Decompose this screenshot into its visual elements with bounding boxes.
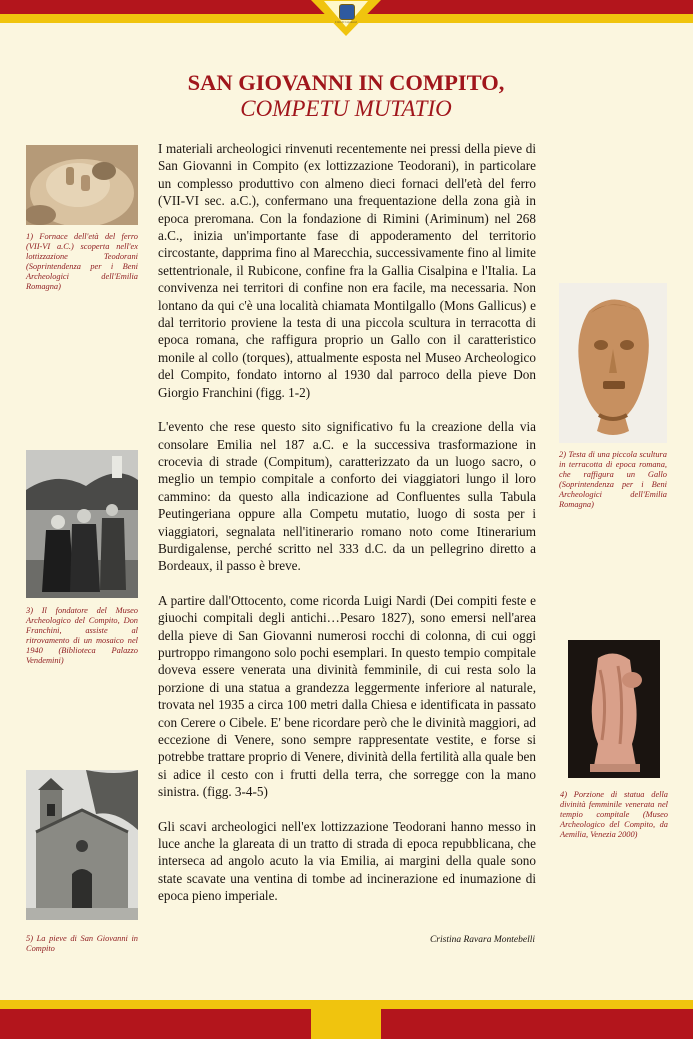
- article-body: [158, 140, 536, 922]
- paragraph: I materiali archeologici rinvenuti recentemente nei pressi della pieve di San Giovanni in Compito (ex lottizzazione Teodorani), in particolare un complesso produttivo con almeno dieci fornaci dell'età del ferro (VII-VI sec. a.C.), confermano una frequentazione della zona già in epoca preromana. Con la fondazione di Rimini (Ariminum) nel 268 a.C., inizia un'importante fase di appoderamento del territorio circostante, dapprima fino al Marecchia, successivamente fino al limite settentrionale, il Rubicone, confine fra la Gallia Cisalpina e l'Italia. La convivenza nei territori di confine non era facile, ma necessaria. Non lontano da qui c'è una località chiamata Montilgallo (Mons Gallicus) e dal territorio proviene la testa di una piccola scultura in terracotta di epoca romana, che raffigura proprio un Gallo con il caratteristico monile al collo (torques), attualmente esposta nel Museo Archeologico del Compito, fondato intorno al 1930 dal parroco della pieve Don Giorgio Franchini (figg. 1-2): [158, 141, 536, 400]
- fig5-caption: 5) La pieve di San Giovanni in Compito: [26, 934, 138, 953]
- fig3-caption: 3) Il fondatore del Museo Archeologico del Compito, Don Franchini, assiste al ritrovamento di un mosaico nel 1940 (Biblioteca Palazzo Vendemini): [26, 606, 138, 665]
- fig2-terracotta-head-photo: [559, 283, 667, 443]
- fig3-historic-photo: [26, 450, 138, 598]
- fig4-statue-photo: [568, 640, 660, 778]
- bottom-yellow-gap: [311, 1009, 381, 1039]
- fig4-caption: 4) Porzione di statua della divinità femminile venerata nel tempio compitale (Museo Archeologico del Compito, da Aemilia, Venezia 2000): [560, 790, 668, 839]
- emblem-caption: Città di Capannori: [334, 20, 358, 24]
- fig5-church-photo: [26, 770, 138, 920]
- paragraph: Gli scavi archeologici nell'ex lottizzazione Teodorani hanno messo in luce anche la glareata di un tratto di strada di epoca repubblicana, che interseca ad angolo acuto la via Emilia, ai margini della quale sono state scavate una ventina di tombe ad incinerazione ed inumazione di epoca pieno imperiale.: [158, 818, 536, 904]
- page-title: [120, 70, 572, 122]
- fig1-caption: 1) Fornace dell'età del ferro (VII-VI a.C.) scoperta nell'ex lottizzazione Teodorani (Soprintendenza per i Beni Archeologici dell'Emilia Romagna): [26, 232, 138, 291]
- paragraph: A partire dall'Ottocento, come ricorda Luigi Nardi (Dei compiti feste e giuochi compitali degli antichi…Pesaro 1827), sono emersi nell'area della pieve di San Giovanni numerosi rocchi di colonna, di cui oggi purtroppo rimangono solo pochi esemplari. In questo tempio compitale doveva essere venerata una divinità femminile, di cui resta solo la porzione di una statua a grandezza leggermente inferiore al naturale, trovata nel 1935 a circa 100 metri dalla Chiesa e identificata in passato con Cerere o Cibele. E' bene ricordare però che le divinità maggiori, ad eccezione di Venere, sono sempre rappresentate vestite, e forse si potrebbe trattare proprio di Venere, divinità della fertilità alla quale ben si adice il cesto con i frutti della terra, che sorregge con la mano sinistra. (figg. 3-4-5): [158, 592, 536, 800]
- paragraph: L'evento che rese questo sito significativo fu la creazione della via consolare Emilia nel 187 a.C. e la successiva trasformazione in crocevia di strade (Compitum), caratterizzato da un luogo sacro, o meglio un tempio compitale a conforto dei viaggiatori lungo il loro cammino: da questo alla indicazione ad Confluentes sulla Tabula Peutingeriana oppure alla Competu mutatio, luogo di sosta per i viaggiatori, segnalata nell'itinerario romano noto come Itinerarium Burdigalense, perché scritto nel 333 d.C. da un pellegrino diretto a Bordeaux, il passo è breve.: [158, 419, 536, 574]
- title-line-2: COMPETU MUTATIO: [240, 96, 452, 121]
- town-crest-icon: [339, 4, 355, 20]
- fig2-caption: 2) Testa di una piccola scultura in terracotta di epoca romana, che raffigura un Gallo (Soprintendenza per i Beni Archeologici dell'Emilia Romagna): [559, 450, 667, 509]
- fig1-furnace-photo: [26, 145, 138, 225]
- bottom-yellow-band: [0, 1000, 693, 1009]
- title-line-1: SAN GIOVANNI IN COMPITO,: [187, 70, 505, 95]
- author-signature: Cristina Ravara Montebelli: [429, 935, 535, 945]
